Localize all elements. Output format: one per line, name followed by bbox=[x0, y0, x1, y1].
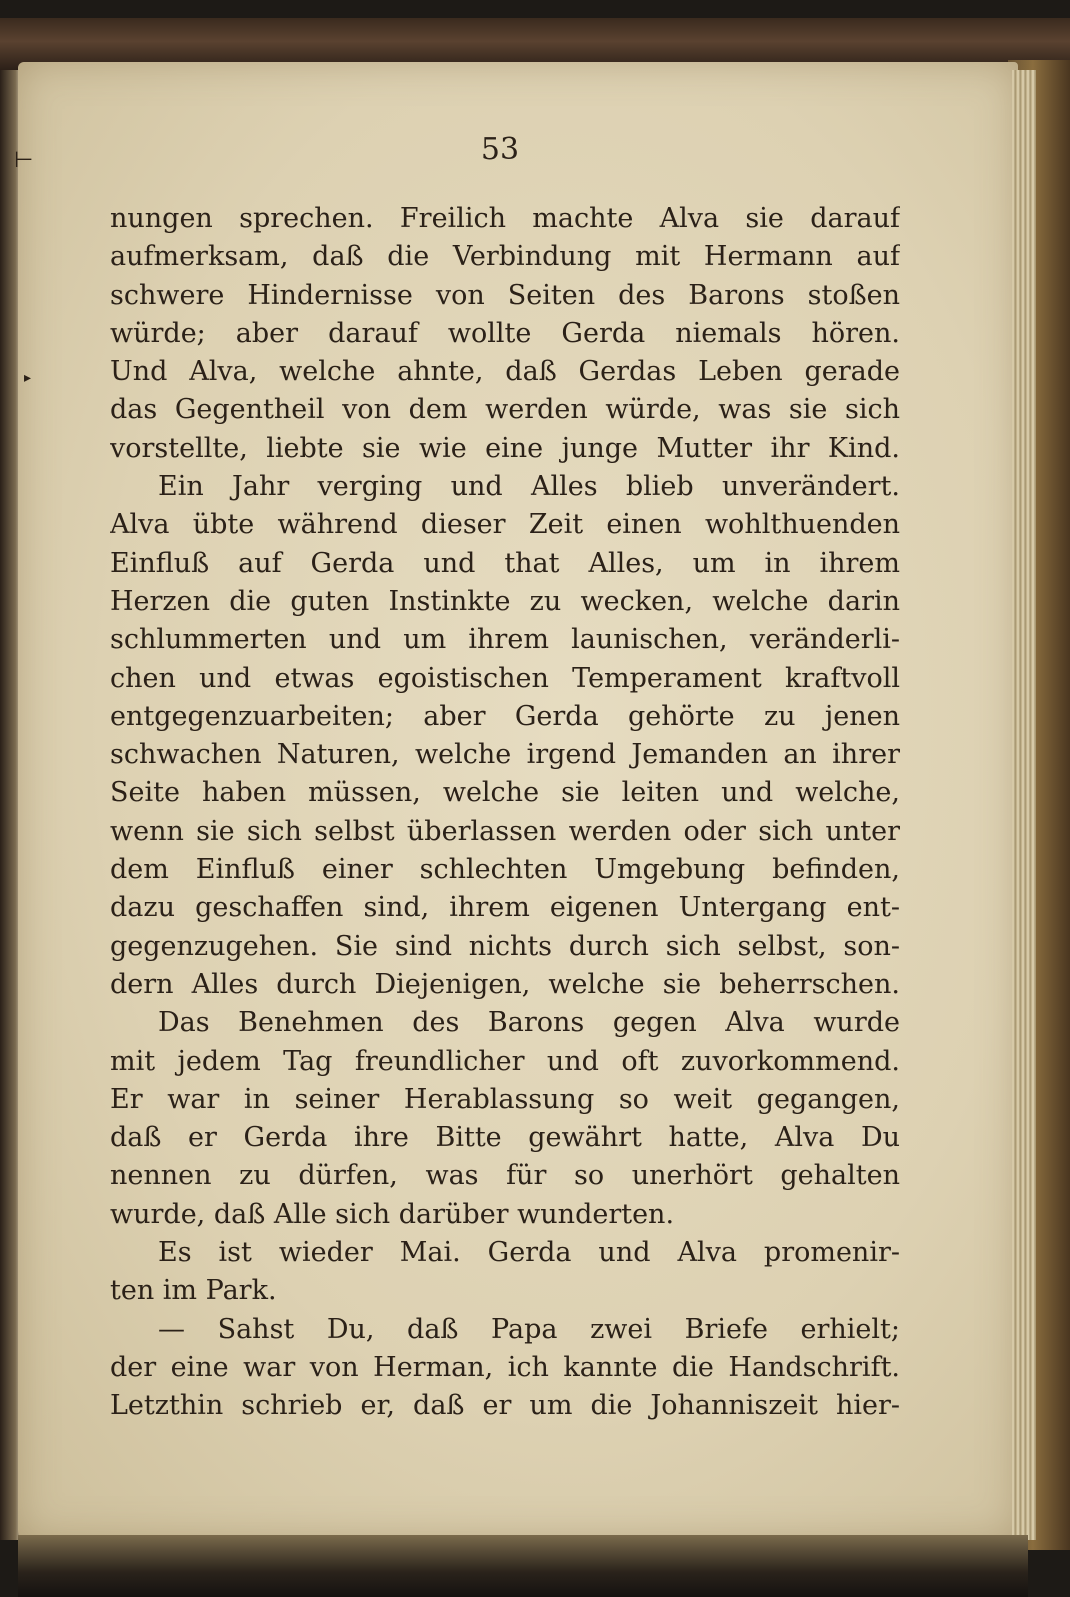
text-line: Er war in seiner Herablassung so weit gegangen, bbox=[110, 1083, 900, 1115]
text-line: Letzthin schrieb er, daß er um die Johanniszeit hier- bbox=[110, 1390, 900, 1422]
text-line: nungen sprechen. Freilich machte Alva sie darauf bbox=[110, 203, 900, 234]
text-line: vorstellte, liebte sie wie eine junge Mutter ihr Kind. bbox=[110, 432, 900, 464]
text-line: entgegenzuarbeiten; aber Gerda gehörte zu jenen bbox=[110, 700, 900, 732]
page-bottom-shadow bbox=[18, 1535, 1028, 1597]
text-line: Einfluß auf Gerda und that Alles, um in ihrem bbox=[110, 547, 900, 579]
text-line: schwere Hindernisse von Seiten des Barons stoßen bbox=[110, 279, 900, 311]
text-line: dern Alles durch Diejenigen, welche sie beherrschen. bbox=[110, 968, 900, 1000]
text-line: ten im Park. bbox=[110, 1275, 277, 1307]
page-number: 53 bbox=[480, 132, 520, 167]
text-line: dazu geschaffen sind, ihrem eigenen Untergang ent- bbox=[110, 892, 900, 924]
text-line: Das Benehmen des Barons gegen Alva wurde bbox=[158, 1007, 900, 1039]
text-line: Es ist wieder Mai. Gerda und Alva promenir- bbox=[158, 1237, 900, 1269]
text-line: Seite haben müssen, welche sie leiten und welche, bbox=[110, 777, 900, 809]
margin-mark: ⊢ bbox=[14, 148, 34, 173]
text-line: — Sahst Du, daß Papa zwei Briefe erhielt; bbox=[158, 1313, 900, 1345]
text-line: das Gegentheil von dem werden würde, was sie sich bbox=[110, 394, 900, 426]
text-line: chen und etwas egoistischen Temperament kraftvoll bbox=[110, 662, 900, 694]
text-line: schlummerten und um ihrem launischen, veränderli- bbox=[110, 624, 900, 656]
text-line: wurde, daß Alle sich darüber wunderten. bbox=[110, 1198, 675, 1230]
page-stack-edges bbox=[1012, 70, 1036, 1540]
text-line: schwachen Naturen, welche irgend Jemanden an ihrer bbox=[110, 739, 900, 771]
text-line: daß er Gerda ihre Bitte gewährt hatte, Alva Du bbox=[110, 1122, 900, 1154]
text-line: dem Einfluß einer schlechten Umgebung befinden, bbox=[110, 854, 900, 886]
text-line: nennen zu dürfen, was für so unerhört gehalten bbox=[110, 1160, 900, 1192]
text-line: würde; aber darauf wollte Gerda niemals hören. bbox=[110, 317, 900, 349]
text-line: wenn sie sich selbst überlassen werden oder sich unter bbox=[110, 815, 900, 847]
margin-mark: ▸ bbox=[24, 370, 32, 386]
text-line: der eine war von Herman, ich kannte die Handschrift. bbox=[110, 1351, 900, 1383]
text-line: Alva übte während dieser Zeit einen wohlthuenden bbox=[110, 509, 900, 541]
text-line: aufmerksam, daß die Verbindung mit Hermann auf bbox=[110, 241, 900, 273]
text-line: Ein Jahr verging und Alles blieb unverändert. bbox=[158, 471, 900, 503]
text-line: Herzen die guten Instinkte zu wecken, welche darin bbox=[110, 585, 900, 617]
text-line: mit jedem Tag freundlicher und oft zuvorkommend. bbox=[110, 1045, 900, 1077]
text-line: Und Alva, welche ahnte, daß Gerdas Leben gerade bbox=[110, 356, 900, 388]
body-text bbox=[110, 200, 900, 1426]
text-line: gegenzugehen. Sie sind nichts durch sich selbst, son- bbox=[110, 930, 900, 962]
